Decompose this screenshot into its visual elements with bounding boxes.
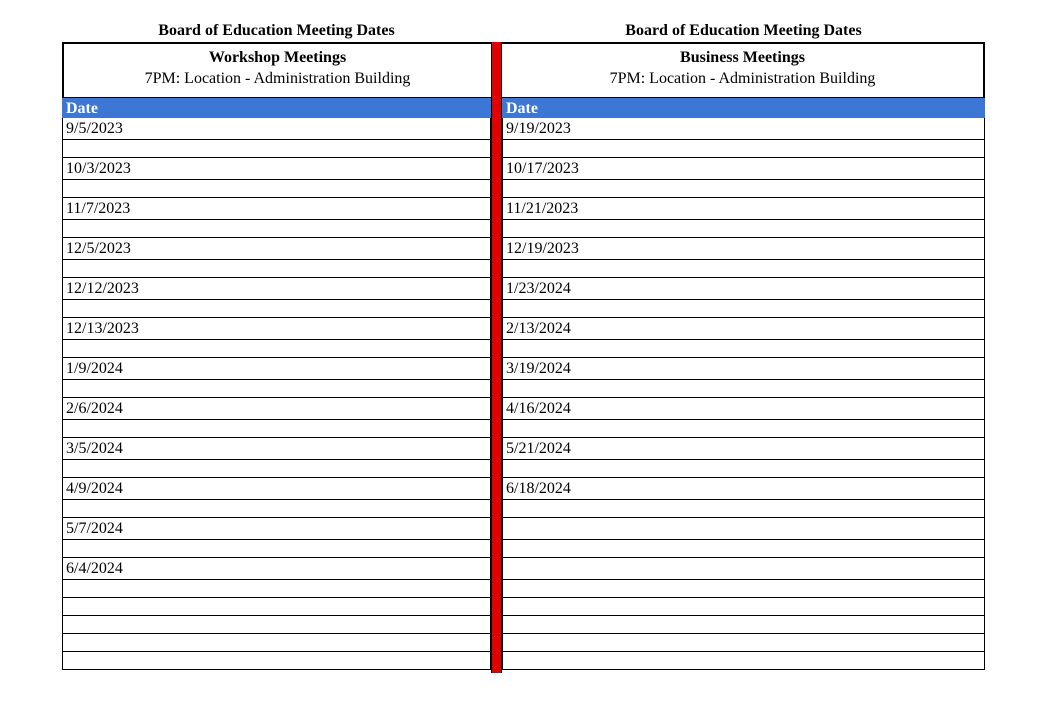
business-subtitle: Business Meetings bbox=[680, 49, 805, 66]
table-row: 2/6/2024 bbox=[62, 398, 491, 420]
table-row: 1/23/2024 bbox=[502, 278, 985, 300]
table-row-spacer bbox=[502, 500, 985, 518]
table-row-spacer bbox=[62, 340, 491, 358]
table-row: 1/9/2024 bbox=[62, 358, 491, 380]
workshop-rows bbox=[62, 118, 491, 670]
table-row-spacer bbox=[502, 140, 985, 158]
table-row-spacer bbox=[62, 220, 491, 238]
table-row: 10/3/2023 bbox=[62, 158, 491, 180]
table-row-spacer bbox=[502, 180, 985, 198]
workshop-meetings-table bbox=[62, 42, 491, 670]
workshop-header bbox=[62, 42, 491, 97]
table-row: 9/5/2023 bbox=[62, 118, 491, 140]
business-rows bbox=[502, 118, 985, 670]
table-row-spacer bbox=[62, 460, 491, 478]
workshop-date-column-header: Date bbox=[62, 97, 491, 118]
table-row: 5/21/2024 bbox=[502, 438, 985, 460]
table-row-spacer bbox=[62, 180, 491, 198]
table-row-spacer bbox=[502, 260, 985, 278]
table-row: 5/7/2024 bbox=[62, 518, 491, 540]
table-row-empty bbox=[502, 652, 985, 670]
table-row-spacer bbox=[62, 140, 491, 158]
business-location: 7PM: Location - Administration Building bbox=[609, 70, 876, 87]
table-row-empty bbox=[502, 598, 985, 616]
workshop-location: 7PM: Location - Administration Building bbox=[144, 70, 411, 87]
table-row-spacer bbox=[502, 420, 985, 438]
table-row: 12/5/2023 bbox=[62, 238, 491, 260]
table-row: 4/16/2024 bbox=[502, 398, 985, 420]
right-title: Board of Education Meeting Dates bbox=[625, 22, 862, 39]
table-row-empty bbox=[62, 652, 491, 670]
table-row-spacer bbox=[62, 540, 491, 558]
table-row: 9/19/2023 bbox=[502, 118, 985, 140]
table-row-spacer bbox=[502, 300, 985, 318]
business-meetings-table bbox=[502, 42, 985, 670]
table-row-spacer bbox=[502, 580, 985, 598]
table-row-empty bbox=[62, 616, 491, 634]
table-row: 6/18/2024 bbox=[502, 478, 985, 500]
table-row: 3/5/2024 bbox=[62, 438, 491, 460]
table-row-spacer bbox=[502, 460, 985, 478]
table-row bbox=[502, 558, 985, 580]
table-row-spacer bbox=[62, 420, 491, 438]
table-row-empty bbox=[502, 634, 985, 652]
table-row-spacer bbox=[502, 340, 985, 358]
table-row-spacer bbox=[62, 380, 491, 398]
table-row-spacer bbox=[62, 580, 491, 598]
table-row-spacer bbox=[502, 540, 985, 558]
red-divider bbox=[491, 42, 502, 673]
table-row: 12/13/2023 bbox=[62, 318, 491, 340]
table-row-spacer bbox=[62, 500, 491, 518]
table-row: 4/9/2024 bbox=[62, 478, 491, 500]
table-row-spacer bbox=[62, 300, 491, 318]
table-row-spacer bbox=[502, 220, 985, 238]
table-row: 6/4/2024 bbox=[62, 558, 491, 580]
table-row-empty bbox=[62, 634, 491, 652]
table-row: 12/12/2023 bbox=[62, 278, 491, 300]
table-row-spacer bbox=[502, 380, 985, 398]
table-row: 12/19/2023 bbox=[502, 238, 985, 260]
table-row: 3/19/2024 bbox=[502, 358, 985, 380]
table-row bbox=[502, 518, 985, 540]
business-date-column-header: Date bbox=[502, 97, 985, 118]
table-row-empty bbox=[62, 598, 491, 616]
business-header bbox=[502, 42, 985, 97]
left-title: Board of Education Meeting Dates bbox=[158, 22, 395, 39]
table-row-empty bbox=[502, 616, 985, 634]
table-row: 10/17/2023 bbox=[502, 158, 985, 180]
table-row: 11/7/2023 bbox=[62, 198, 491, 220]
table-row-spacer bbox=[62, 260, 491, 278]
workshop-subtitle: Workshop Meetings bbox=[208, 49, 347, 66]
table-row: 2/13/2024 bbox=[502, 318, 985, 340]
table-row: 11/21/2023 bbox=[502, 198, 985, 220]
